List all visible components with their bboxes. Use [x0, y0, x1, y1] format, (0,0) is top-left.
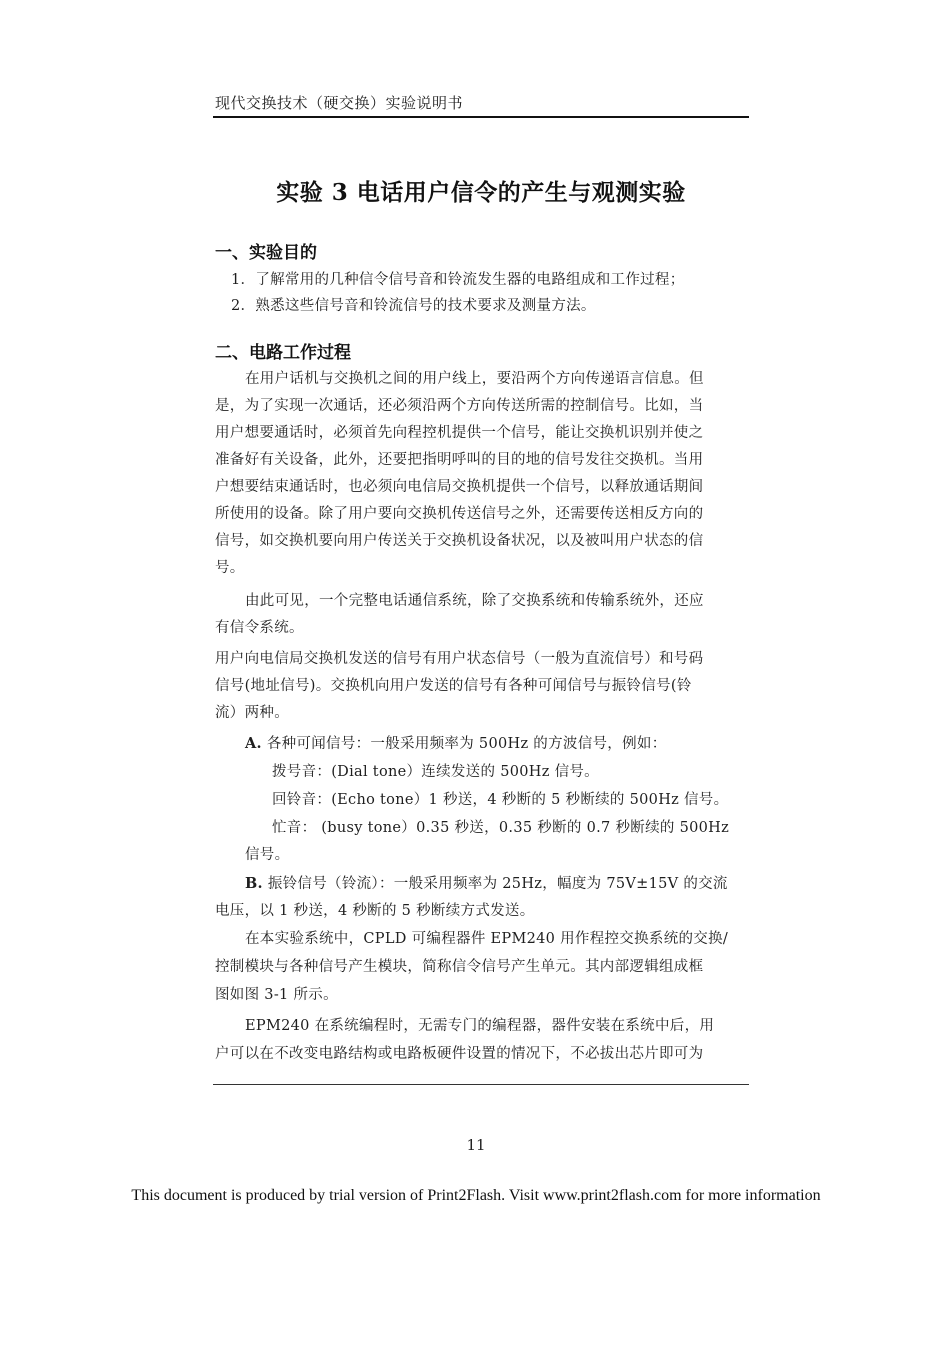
paragraph-line: 用户想要通话时，必须首先向程控机提供一个信号，能让交换机识别并使之: [215, 425, 704, 441]
running-header: 现代交换技术（硬交换）实验说明书: [215, 94, 464, 112]
paragraph-line: 用户向电信局交换机发送的信号有用户状态信号（一般为直流信号）和号码: [215, 651, 704, 667]
tone-item-busy: 忙音： (busy tone）0.35 秒送，0.35 秒断的 0.7 秒断续的 500Hz: [272, 820, 730, 836]
section-heading-objectives: 一、实验目的: [215, 243, 317, 263]
paragraph-line: 由此可见，一个完整电话通信系统，除了交换系统和传输系统外，还应: [245, 593, 704, 609]
paragraph-line: 电压，以 1 秒送，4 秒断的 5 秒断续方式发送。: [215, 903, 535, 919]
paragraph-line: 户可以在不改变电路结构或电路板硬件设置的情况下，不必拔出芯片即可为: [215, 1046, 704, 1062]
tone-item-continuation: 信号。: [245, 847, 290, 863]
list-item-audible-signals: [245, 734, 667, 754]
paragraph-line: 号。: [215, 560, 245, 576]
trial-notice: This document is produced by trial version of Print2Flash. Visit www.print2flash.com for more information: [131, 1187, 821, 1204]
paragraph-line: 信号，如交换机要向用户传送关于交换机设备状况，以及被叫用户状态的信: [215, 533, 704, 549]
list-label: A.: [245, 735, 262, 752]
paragraph-line: EPM240 在系统编程时，无需专门的编程器，器件安装在系统中后，用: [245, 1018, 715, 1034]
paragraph-line: 准备好有关设备，此外，还要把指明呼叫的目的地的信号发往交换机。当用: [215, 452, 704, 468]
list-text: 各种可闻信号：一般采用频率为 500Hz 的方波信号，例如：: [266, 736, 667, 752]
header-rule: [213, 116, 749, 118]
objective-item: 2．熟悉这些信号音和铃流信号的技术要求及测量方法。: [231, 298, 596, 314]
footer-rule: [213, 1084, 749, 1085]
section-heading-process: 二、电路工作过程: [215, 343, 351, 363]
page-number: 11: [466, 1136, 486, 1154]
tone-item-dial: 拨号音：(Dial tone）连续发送的 500Hz 信号。: [272, 764, 599, 780]
paragraph-line: 流）两种。: [215, 705, 289, 721]
paragraph-line: 在用户话机与交换机之间的用户线上，要沿两个方向传递语言信息。但: [245, 371, 704, 387]
paragraph-line: 所使用的设备。除了用户要向交换机传送信号之外，还需要传送相反方向的: [215, 506, 704, 522]
page-title: 实验 3 电话用户信令的产生与观测实验: [276, 179, 686, 206]
paragraph-line: 信号(地址信号)。交换机向用户发送的信号有各种可闻信号与振铃信号(铃: [215, 678, 692, 694]
paragraph-line: 是，为了实现一次通话，还必须沿两个方向传送所需的控制信号。比如，当: [215, 398, 704, 414]
paragraph-line: 图如图 3-1 所示。: [215, 987, 338, 1003]
list-label: B.: [245, 875, 263, 892]
list-item-ringing-signal: [245, 874, 728, 894]
paragraph-line: 在本实验系统中，CPLD 可编程器件 EPM240 用作程控交换系统的交换/: [245, 931, 729, 947]
paragraph-line: 有信令系统。: [215, 620, 304, 636]
tone-item-echo: 回铃音：(Echo tone）1 秒送，4 秒断的 5 秒断续的 500Hz 信号。: [272, 792, 729, 808]
list-text: 振铃信号（铃流）：一般采用频率为 25Hz，幅度为 75V±15V 的交流: [267, 876, 728, 892]
objective-item: 1．了解常用的几种信令信号音和铃流发生器的电路组成和工作过程；: [231, 272, 685, 288]
paragraph-line: 户想要结束通话时，也必须向电信局交换机提供一个信号，以释放通话期间: [215, 479, 704, 495]
paragraph-line: 控制模块与各种信号产生模块，简称信令信号产生单元。其内部逻辑组成框: [215, 959, 704, 975]
